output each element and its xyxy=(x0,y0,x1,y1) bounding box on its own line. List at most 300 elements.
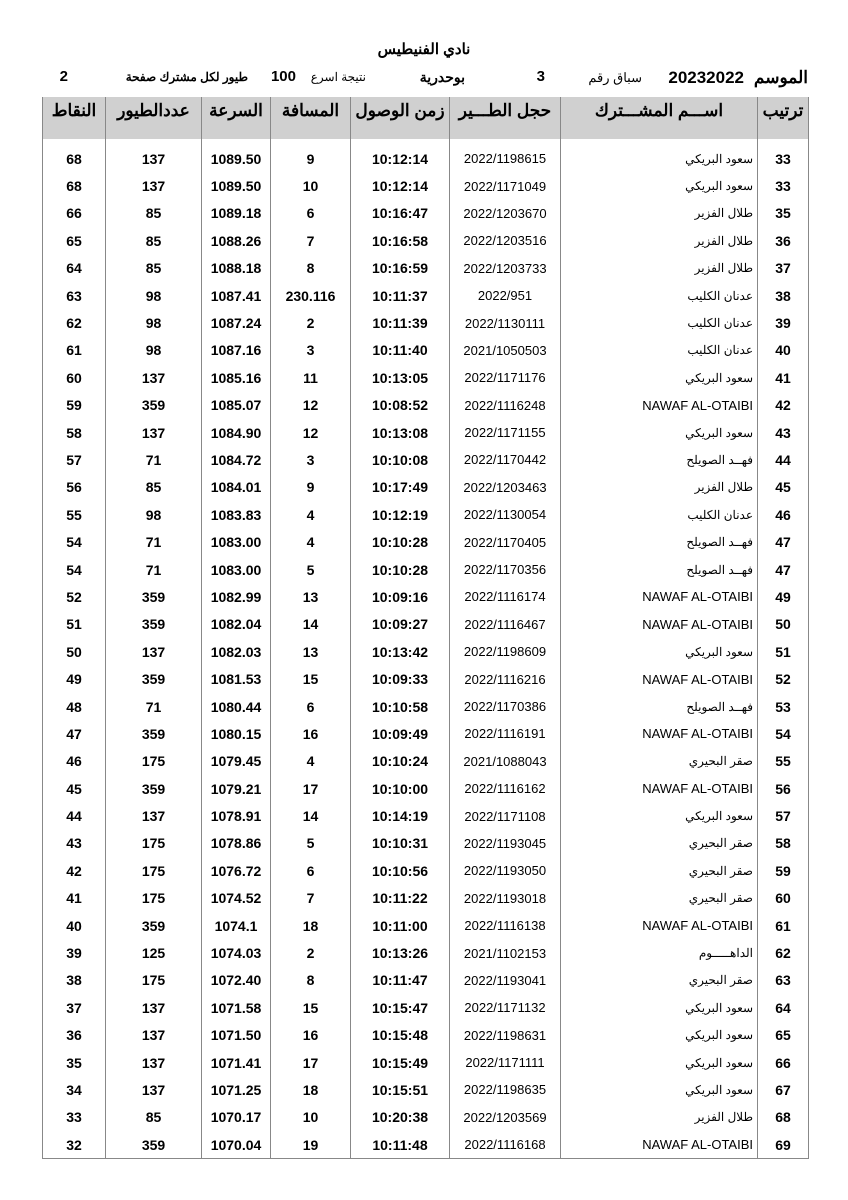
header-ring: حجل الطـــير xyxy=(450,97,561,139)
cell-points: 62 xyxy=(43,309,106,336)
cell-speed: 1084.90 xyxy=(202,419,271,446)
cell-bird-count: 71 xyxy=(106,556,202,583)
cell-distance: 18 xyxy=(271,912,351,939)
cell-ring: 2022/1203463 xyxy=(450,474,561,501)
cell-rank: 37 xyxy=(758,255,809,282)
cell-arrival-time: 10:11:37 xyxy=(351,282,450,309)
cell-arrival-time: 10:17:49 xyxy=(351,474,450,501)
table-row xyxy=(43,1076,809,1103)
cell-arrival-time: 10:09:33 xyxy=(351,665,450,692)
cell-participant: سعود البريكي xyxy=(561,364,758,391)
cell-distance: 5 xyxy=(271,830,351,857)
cell-arrival-time: 10:15:47 xyxy=(351,994,450,1021)
cell-participant: الداهـــــوم xyxy=(561,939,758,966)
cell-bird-count: 137 xyxy=(106,638,202,665)
cell-distance: 10 xyxy=(271,1104,351,1131)
cell-ring: 2022/1198635 xyxy=(450,1076,561,1103)
cell-speed: 1082.04 xyxy=(202,611,271,638)
cell-bird-count: 137 xyxy=(106,802,202,829)
cell-arrival-time: 10:11:22 xyxy=(351,885,450,912)
cell-points: 36 xyxy=(43,1022,106,1049)
cell-ring: 2022/1198609 xyxy=(450,638,561,665)
cell-points: 40 xyxy=(43,912,106,939)
cell-bird-count: 175 xyxy=(106,857,202,884)
cell-points: 55 xyxy=(43,501,106,528)
cell-rank: 33 xyxy=(758,145,809,172)
cell-ring: 2022/1198631 xyxy=(450,1022,561,1049)
cell-speed: 1071.58 xyxy=(202,994,271,1021)
table-row xyxy=(43,638,809,665)
cell-bird-count: 359 xyxy=(106,611,202,638)
race-label: سباق رقم xyxy=(588,70,642,85)
cell-ring: 2022/1170405 xyxy=(450,528,561,555)
cell-participant: صقر البحيري xyxy=(561,830,758,857)
cell-rank: 56 xyxy=(758,775,809,802)
cell-rank: 44 xyxy=(758,446,809,473)
cell-points: 33 xyxy=(43,1104,106,1131)
cell-arrival-time: 10:20:38 xyxy=(351,1104,450,1131)
cell-ring: 2022/1171108 xyxy=(450,802,561,829)
cell-participant: فهــد الصويلح xyxy=(561,446,758,473)
cell-speed: 1084.72 xyxy=(202,446,271,473)
cell-ring: 2022/1130054 xyxy=(450,501,561,528)
header-bird-count: عددالطيور xyxy=(106,97,202,139)
cell-speed: 1078.86 xyxy=(202,830,271,857)
cell-bird-count: 125 xyxy=(106,939,202,966)
cell-arrival-time: 10:09:16 xyxy=(351,583,450,610)
cell-rank: 41 xyxy=(758,364,809,391)
cell-ring: 2022/1193045 xyxy=(450,830,561,857)
cell-points: 61 xyxy=(43,337,106,364)
race-info xyxy=(42,68,808,92)
cell-bird-count: 359 xyxy=(106,665,202,692)
cell-ring: 2022/1193050 xyxy=(450,857,561,884)
cell-distance: 8 xyxy=(271,967,351,994)
cell-distance: 16 xyxy=(271,720,351,747)
cell-bird-count: 359 xyxy=(106,583,202,610)
cell-rank: 45 xyxy=(758,474,809,501)
club-title: نادي الفنيطيس xyxy=(377,41,471,58)
cell-arrival-time: 10:09:27 xyxy=(351,611,450,638)
cell-bird-count: 359 xyxy=(106,775,202,802)
cell-bird-count: 359 xyxy=(106,392,202,419)
cell-bird-count: 175 xyxy=(106,967,202,994)
cell-distance: 9 xyxy=(271,145,351,172)
cell-points: 50 xyxy=(43,638,106,665)
cell-distance: 3 xyxy=(271,337,351,364)
cell-arrival-time: 10:15:49 xyxy=(351,1049,450,1076)
cell-points: 47 xyxy=(43,720,106,747)
header-speed: السرعة xyxy=(202,97,271,139)
cell-participant: سعود البريكي xyxy=(561,1022,758,1049)
cell-distance: 7 xyxy=(271,227,351,254)
cell-ring: 2022/1116216 xyxy=(450,665,561,692)
cell-distance: 16 xyxy=(271,1022,351,1049)
cell-speed: 1084.01 xyxy=(202,474,271,501)
cell-distance: 9 xyxy=(271,474,351,501)
cell-speed: 1071.25 xyxy=(202,1076,271,1103)
cell-ring: 2022/1203670 xyxy=(450,200,561,227)
cell-distance: 4 xyxy=(271,748,351,775)
cell-rank: 54 xyxy=(758,720,809,747)
cell-bird-count: 175 xyxy=(106,830,202,857)
cell-arrival-time: 10:11:47 xyxy=(351,967,450,994)
cell-bird-count: 98 xyxy=(106,282,202,309)
table-row xyxy=(43,611,809,638)
cell-participant: سعود البريكي xyxy=(561,419,758,446)
cell-bird-count: 71 xyxy=(106,446,202,473)
cell-ring: 2022/1171132 xyxy=(450,994,561,1021)
cell-speed: 1074.03 xyxy=(202,939,271,966)
cell-participant: NAWAF AL-OTAIBI xyxy=(561,665,758,692)
cell-points: 65 xyxy=(43,227,106,254)
cell-ring: 2022/1203516 xyxy=(450,227,561,254)
cell-rank: 59 xyxy=(758,857,809,884)
cell-rank: 65 xyxy=(758,1022,809,1049)
cell-bird-count: 85 xyxy=(106,1104,202,1131)
table-row xyxy=(43,200,809,227)
table-row xyxy=(43,419,809,446)
cell-speed: 1081.53 xyxy=(202,665,271,692)
cell-bird-count: 85 xyxy=(106,255,202,282)
cell-rank: 42 xyxy=(758,392,809,419)
cell-bird-count: 85 xyxy=(106,200,202,227)
cell-distance: 8 xyxy=(271,255,351,282)
cell-points: 58 xyxy=(43,419,106,446)
cell-ring: 2021/1102153 xyxy=(450,939,561,966)
cell-arrival-time: 10:12:19 xyxy=(351,501,450,528)
cell-participant: سعود البريكي xyxy=(561,802,758,829)
cell-arrival-time: 10:16:59 xyxy=(351,255,450,282)
table-row xyxy=(43,501,809,528)
cell-bird-count: 85 xyxy=(106,227,202,254)
cell-ring: 2022/1170442 xyxy=(450,446,561,473)
table-row xyxy=(43,446,809,473)
cell-bird-count: 175 xyxy=(106,885,202,912)
table-row xyxy=(43,556,809,583)
cell-distance: 11 xyxy=(271,364,351,391)
cell-points: 37 xyxy=(43,994,106,1021)
cell-bird-count: 98 xyxy=(106,309,202,336)
cell-bird-count: 137 xyxy=(106,1022,202,1049)
cell-participant: صقر البحيري xyxy=(561,885,758,912)
cell-distance: 7 xyxy=(271,885,351,912)
cell-arrival-time: 10:08:52 xyxy=(351,392,450,419)
cell-distance: 2 xyxy=(271,309,351,336)
table-row xyxy=(43,282,809,309)
cell-participant: طلال الفزير xyxy=(561,255,758,282)
cell-bird-count: 71 xyxy=(106,528,202,555)
cell-points: 48 xyxy=(43,693,106,720)
cell-rank: 61 xyxy=(758,912,809,939)
cell-bird-count: 137 xyxy=(106,1076,202,1103)
cell-points: 41 xyxy=(43,885,106,912)
cell-ring: 2022/1203569 xyxy=(450,1104,561,1131)
header-participant: اســـم المشـــترك xyxy=(561,97,758,139)
cell-bird-count: 137 xyxy=(106,172,202,199)
cell-arrival-time: 10:10:00 xyxy=(351,775,450,802)
cell-speed: 1071.41 xyxy=(202,1049,271,1076)
cell-rank: 57 xyxy=(758,802,809,829)
cell-bird-count: 137 xyxy=(106,419,202,446)
table-row xyxy=(43,583,809,610)
cell-points: 49 xyxy=(43,665,106,692)
cell-speed: 1085.16 xyxy=(202,364,271,391)
cell-rank: 47 xyxy=(758,528,809,555)
cell-participant: NAWAF AL-OTAIBI xyxy=(561,1131,758,1159)
table-row xyxy=(43,227,809,254)
cell-participant: فهــد الصويلح xyxy=(561,528,758,555)
cell-ring: 2022/1171111 xyxy=(450,1049,561,1076)
header-arrival-time: زمن الوصول xyxy=(351,97,450,139)
cell-ring: 2022/1116162 xyxy=(450,775,561,802)
cell-rank: 66 xyxy=(758,1049,809,1076)
cell-arrival-time: 10:10:31 xyxy=(351,830,450,857)
cell-rank: 47 xyxy=(758,556,809,583)
cell-speed: 1074.1 xyxy=(202,912,271,939)
cell-rank: 50 xyxy=(758,611,809,638)
cell-distance: 4 xyxy=(271,501,351,528)
cell-rank: 69 xyxy=(758,1131,809,1159)
cell-speed: 1070.17 xyxy=(202,1104,271,1131)
cell-distance: 17 xyxy=(271,775,351,802)
cell-speed: 1083.83 xyxy=(202,501,271,528)
cell-speed: 1088.26 xyxy=(202,227,271,254)
cell-rank: 64 xyxy=(758,994,809,1021)
cell-distance: 3 xyxy=(271,446,351,473)
cell-distance: 4 xyxy=(271,528,351,555)
cell-speed: 1083.00 xyxy=(202,528,271,555)
cell-speed: 1089.18 xyxy=(202,200,271,227)
cell-rank: 53 xyxy=(758,693,809,720)
cell-speed: 1080.15 xyxy=(202,720,271,747)
header-row xyxy=(43,97,809,139)
cell-distance: 6 xyxy=(271,200,351,227)
cell-arrival-time: 10:15:48 xyxy=(351,1022,450,1049)
cell-participant: فهــد الصويلح xyxy=(561,693,758,720)
cell-arrival-time: 10:10:28 xyxy=(351,528,450,555)
table-row xyxy=(43,802,809,829)
cell-arrival-time: 10:11:39 xyxy=(351,309,450,336)
cell-speed: 1083.00 xyxy=(202,556,271,583)
header-rank: ترتيب xyxy=(758,97,809,139)
cell-distance: 17 xyxy=(271,1049,351,1076)
cell-distance: 13 xyxy=(271,638,351,665)
table-row xyxy=(43,1131,809,1159)
cell-points: 34 xyxy=(43,1076,106,1103)
cell-speed: 1087.16 xyxy=(202,337,271,364)
cell-participant: عدنان الكليب xyxy=(561,337,758,364)
cell-arrival-time: 10:10:08 xyxy=(351,446,450,473)
cell-speed: 1082.03 xyxy=(202,638,271,665)
table-row xyxy=(43,939,809,966)
cell-rank: 33 xyxy=(758,172,809,199)
race-number: 3 xyxy=(536,68,545,85)
cell-distance: 5 xyxy=(271,556,351,583)
cell-points: 44 xyxy=(43,802,106,829)
cell-ring: 2022/1171176 xyxy=(450,364,561,391)
cell-arrival-time: 10:13:08 xyxy=(351,419,450,446)
cell-participant: NAWAF AL-OTAIBI xyxy=(561,392,758,419)
cell-ring: 2022/1116138 xyxy=(450,912,561,939)
cell-participant: عدنان الكليب xyxy=(561,501,758,528)
cell-bird-count: 137 xyxy=(106,364,202,391)
cell-ring: 2022/1193018 xyxy=(450,885,561,912)
cell-points: 68 xyxy=(43,172,106,199)
cell-points: 56 xyxy=(43,474,106,501)
cell-points: 38 xyxy=(43,967,106,994)
table-row xyxy=(43,255,809,282)
cell-bird-count: 98 xyxy=(106,337,202,364)
cell-participant: عدنان الكليب xyxy=(561,282,758,309)
cell-distance: 15 xyxy=(271,994,351,1021)
cell-points: 60 xyxy=(43,364,106,391)
table-row xyxy=(43,967,809,994)
cell-speed: 1072.40 xyxy=(202,967,271,994)
cell-distance: 10 xyxy=(271,172,351,199)
cell-rank: 38 xyxy=(758,282,809,309)
cell-participant: صقر البحيري xyxy=(561,967,758,994)
table-row xyxy=(43,912,809,939)
table-row xyxy=(43,885,809,912)
cell-ring: 2022/1203733 xyxy=(450,255,561,282)
cell-rank: 60 xyxy=(758,885,809,912)
cell-distance: 19 xyxy=(271,1131,351,1159)
cell-bird-count: 137 xyxy=(106,145,202,172)
race-location: بوحدرية xyxy=(419,69,465,85)
cell-participant: سعود البريكي xyxy=(561,1049,758,1076)
cell-rank: 55 xyxy=(758,748,809,775)
cell-participant: سعود البريكي xyxy=(561,145,758,172)
cell-bird-count: 85 xyxy=(106,474,202,501)
table-row xyxy=(43,309,809,336)
table-row xyxy=(43,857,809,884)
cell-distance: 12 xyxy=(271,419,351,446)
cell-speed: 1085.07 xyxy=(202,392,271,419)
cell-arrival-time: 10:11:00 xyxy=(351,912,450,939)
cell-ring: 2022/1116467 xyxy=(450,611,561,638)
cell-arrival-time: 10:10:24 xyxy=(351,748,450,775)
cell-rank: 39 xyxy=(758,309,809,336)
cell-bird-count: 137 xyxy=(106,994,202,1021)
cell-points: 51 xyxy=(43,611,106,638)
table-row xyxy=(43,720,809,747)
cell-bird-count: 359 xyxy=(106,912,202,939)
page-number: 2 xyxy=(59,68,68,85)
cell-arrival-time: 10:13:26 xyxy=(351,939,450,966)
table-row xyxy=(43,830,809,857)
cell-speed: 1079.21 xyxy=(202,775,271,802)
cell-rank: 35 xyxy=(758,200,809,227)
cell-arrival-time: 10:13:42 xyxy=(351,638,450,665)
cell-participant: NAWAF AL-OTAIBI xyxy=(561,611,758,638)
cell-ring: 2022/1171155 xyxy=(450,419,561,446)
cell-distance: 14 xyxy=(271,802,351,829)
cell-participant: سعود البريكي xyxy=(561,172,758,199)
cell-speed: 1087.41 xyxy=(202,282,271,309)
cell-ring: 2021/1088043 xyxy=(450,748,561,775)
cell-rank: 68 xyxy=(758,1104,809,1131)
table-row xyxy=(43,364,809,391)
cell-rank: 52 xyxy=(758,665,809,692)
cell-rank: 62 xyxy=(758,939,809,966)
cell-points: 32 xyxy=(43,1131,106,1159)
table-row xyxy=(43,1104,809,1131)
cell-arrival-time: 10:09:49 xyxy=(351,720,450,747)
cell-arrival-time: 10:13:05 xyxy=(351,364,450,391)
cell-speed: 1079.45 xyxy=(202,748,271,775)
cell-ring: 2022/1171049 xyxy=(450,172,561,199)
cell-speed: 1074.52 xyxy=(202,885,271,912)
cell-arrival-time: 10:10:56 xyxy=(351,857,450,884)
cell-ring: 2022/1170356 xyxy=(450,556,561,583)
cell-speed: 1076.72 xyxy=(202,857,271,884)
cell-participant: طلال الفزير xyxy=(561,227,758,254)
cell-rank: 46 xyxy=(758,501,809,528)
header-distance: المسافة xyxy=(271,97,351,139)
cell-arrival-time: 10:12:14 xyxy=(351,172,450,199)
cell-points: 42 xyxy=(43,857,106,884)
cell-speed: 1071.50 xyxy=(202,1022,271,1049)
result-label: نتيجة اسرع xyxy=(310,70,366,84)
cell-bird-count: 137 xyxy=(106,1049,202,1076)
cell-bird-count: 175 xyxy=(106,748,202,775)
cell-arrival-time: 10:11:48 xyxy=(351,1131,450,1159)
cell-points: 52 xyxy=(43,583,106,610)
cell-points: 54 xyxy=(43,556,106,583)
cell-ring: 2022/1130111 xyxy=(450,309,561,336)
cell-speed: 1070.04 xyxy=(202,1131,271,1159)
cell-arrival-time: 10:12:14 xyxy=(351,145,450,172)
season-label: الموسم xyxy=(753,68,808,87)
cell-points: 35 xyxy=(43,1049,106,1076)
cell-ring: 2022/1170386 xyxy=(450,693,561,720)
cell-points: 45 xyxy=(43,775,106,802)
cell-participant: سعود البريكي xyxy=(561,1076,758,1103)
cell-rank: 40 xyxy=(758,337,809,364)
table-row xyxy=(43,775,809,802)
cell-ring: 2022/1116248 xyxy=(450,392,561,419)
cell-bird-count: 359 xyxy=(106,720,202,747)
cell-participant: سعود البريكي xyxy=(561,994,758,1021)
cell-distance: 230.116 xyxy=(271,282,351,309)
cell-participant: طلال الفزير xyxy=(561,1104,758,1131)
table-row xyxy=(43,528,809,555)
cell-rank: 43 xyxy=(758,419,809,446)
cell-distance: 15 xyxy=(271,665,351,692)
cell-points: 54 xyxy=(43,528,106,555)
cell-participant: فهــد الصويلح xyxy=(561,556,758,583)
cell-arrival-time: 10:10:28 xyxy=(351,556,450,583)
cell-rank: 36 xyxy=(758,227,809,254)
cell-bird-count: 98 xyxy=(106,501,202,528)
table-row xyxy=(43,172,809,199)
cell-distance: 6 xyxy=(271,857,351,884)
cell-points: 46 xyxy=(43,748,106,775)
cell-participant: صقر البحيري xyxy=(561,857,758,884)
results-table xyxy=(42,97,809,1159)
cell-ring: 2022/1193041 xyxy=(450,967,561,994)
cell-participant: NAWAF AL-OTAIBI xyxy=(561,583,758,610)
cell-arrival-time: 10:16:47 xyxy=(351,200,450,227)
table-row xyxy=(43,337,809,364)
cell-participant: NAWAF AL-OTAIBI xyxy=(561,720,758,747)
cell-points: 43 xyxy=(43,830,106,857)
cell-participant: طلال الفزير xyxy=(561,200,758,227)
cell-participant: سعود البريكي xyxy=(561,638,758,665)
per-participant-label: طيور لكل مشترك صفحة xyxy=(125,70,248,84)
cell-ring: 2021/1050503 xyxy=(450,337,561,364)
